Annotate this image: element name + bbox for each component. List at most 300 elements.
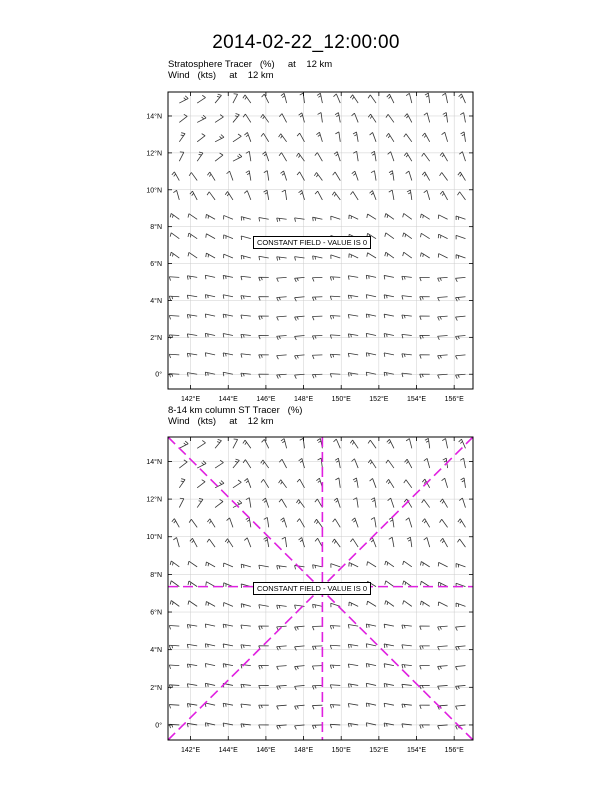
wind-barb: [348, 723, 358, 727]
wind-barb: [366, 624, 376, 628]
wind-barb: [279, 480, 287, 488]
wind-barb: [190, 538, 197, 547]
wind-barb: [402, 684, 412, 688]
wind-barb-feather: [388, 498, 391, 501]
wind-barb-shaft: [404, 601, 412, 607]
wind-barb-feather: [300, 540, 302, 542]
wind-barb-feather: [332, 539, 334, 542]
wind-barb: [330, 705, 340, 709]
wind-barb: [438, 666, 448, 670]
wind-barb-feather: [408, 540, 411, 541]
wind-barb: [179, 441, 188, 448]
wind-barb-feather: [219, 482, 221, 484]
y-tick-label: 2°N: [150, 334, 162, 342]
wind-barb-feather: [370, 462, 372, 464]
wind-barb-shaft: [428, 438, 429, 448]
wind-barb: [206, 562, 215, 567]
wind-barb-shaft: [295, 646, 305, 647]
wind-barb-feather: [384, 683, 385, 687]
wind-barb: [367, 562, 376, 567]
wind-barb-feather: [461, 478, 464, 480]
wind-barb-feather: [259, 626, 260, 630]
wind-barb-feather: [295, 627, 297, 631]
wind-barb: [313, 565, 323, 569]
wind-barb-feather: [404, 480, 406, 483]
wind-barb-feather: [366, 723, 367, 727]
wind-barb-shaft: [456, 564, 465, 567]
y-tick-label: 14°N: [146, 113, 162, 121]
wind-barb-feather: [223, 664, 224, 668]
wind-barb-feather: [259, 705, 260, 709]
wind-barb-shaft: [277, 685, 287, 686]
wind-barb-shaft: [247, 538, 251, 547]
wind-barb-shaft: [339, 478, 340, 488]
wind-barb: [172, 519, 179, 528]
wind-barb-shaft: [169, 626, 179, 627]
wind-barb-shaft: [241, 604, 251, 607]
wind-barb-feather: [259, 565, 260, 569]
wind-barb-feather: [366, 683, 367, 687]
wind-barb-feather: [403, 601, 404, 605]
wind-barb-feather: [297, 627, 298, 630]
wind-barb-shaft: [460, 539, 466, 547]
wind-barb-feather: [372, 500, 375, 502]
wind-barb-feather: [438, 726, 440, 730]
x-tick-label: 154°E: [406, 396, 427, 403]
wind-barb: [207, 519, 215, 528]
wind-barb: [264, 517, 269, 527]
wind-barb: [279, 499, 287, 508]
wind-barb-shaft: [464, 458, 466, 468]
wind-barb-feather: [385, 561, 386, 565]
wind-barb: [420, 646, 430, 650]
wind-barb-shaft: [205, 644, 215, 646]
wind-barb-shaft: [456, 666, 466, 667]
wind-barb-feather: [402, 684, 403, 688]
wind-barb-shaft: [353, 440, 359, 448]
wind-barb-feather: [315, 646, 316, 649]
wind-barb-shaft: [179, 480, 185, 488]
wind-barb-shaft: [372, 538, 376, 547]
wind-barb: [402, 724, 412, 728]
wind-barb-shaft: [241, 645, 251, 646]
wind-barb-feather: [314, 519, 316, 522]
wind-barb: [384, 703, 394, 707]
wind-barb: [407, 537, 412, 547]
wind-barb: [440, 538, 447, 547]
wind-barb: [331, 564, 340, 568]
wind-barb: [187, 625, 197, 629]
wind-barb-feather: [295, 605, 296, 609]
wind-barb-feather: [420, 705, 421, 709]
wind-barb-feather: [402, 724, 403, 728]
wind-barb-feather: [462, 480, 465, 481]
wind-barb: [406, 439, 412, 449]
wind-barb-feather: [440, 627, 441, 630]
wind-barb: [366, 683, 376, 687]
wind-barb-shaft: [407, 459, 412, 468]
wind-barb: [334, 498, 340, 508]
wind-barb-shaft: [187, 704, 197, 706]
wind-barb-feather: [295, 565, 296, 569]
wind-barb-feather: [424, 458, 427, 460]
wind-barb-feather: [297, 519, 300, 522]
wind-barb-shaft: [366, 644, 376, 646]
wind-barb: [403, 581, 412, 587]
wind-barb-shaft: [277, 646, 287, 647]
wind-barb-feather: [335, 458, 338, 460]
wind-barb-feather: [353, 478, 356, 480]
wind-barb-feather: [402, 645, 403, 649]
wind-barb-shaft: [334, 539, 340, 547]
wind-barb: [438, 602, 447, 606]
wind-barb: [350, 440, 358, 448]
wind-barb-feather: [181, 481, 184, 482]
wind-barb-feather: [330, 625, 331, 629]
wind-barb-shaft: [171, 601, 179, 607]
wind-barb-feather: [442, 501, 444, 503]
wind-barb: [187, 664, 197, 668]
wind-barb: [405, 459, 412, 468]
wind-barb-feather: [206, 562, 207, 566]
wind-barb-shaft: [317, 519, 323, 527]
wind-barb-feather: [243, 440, 245, 443]
wind-barb-feather: [190, 538, 193, 541]
wind-barb-feather: [440, 538, 443, 541]
wind-barb-shaft: [368, 562, 376, 567]
wind-barb-feather: [442, 541, 444, 543]
wind-barb: [350, 539, 358, 547]
wind-barb-feather: [279, 725, 280, 728]
wind-barb: [330, 645, 340, 649]
wind-barb-feather: [261, 479, 263, 482]
wind-barb-feather: [279, 480, 281, 483]
wind-barb-feather: [368, 440, 370, 443]
wind-barb: [389, 537, 394, 547]
wind-barb-shaft: [191, 519, 197, 527]
wind-barb: [312, 725, 322, 729]
wind-barb-feather: [388, 481, 390, 483]
wind-barb: [206, 601, 215, 606]
wind-barb-feather: [277, 666, 279, 670]
wind-barb-feather: [405, 459, 408, 462]
x-tick-label: 142°E: [181, 396, 201, 403]
wind-barb-shaft: [284, 439, 286, 449]
wind-barb-shaft: [348, 664, 358, 666]
wind-barb-feather: [420, 561, 421, 565]
wind-barb-shaft: [348, 684, 358, 686]
wind-barb: [315, 538, 322, 547]
wind-barb-feather: [173, 537, 176, 539]
wind-barb: [348, 704, 358, 708]
wind-barb-shaft: [406, 480, 412, 488]
wind-barb-shaft: [241, 625, 251, 626]
wind-barb-shaft: [456, 646, 466, 647]
y-tick-label: 14°N: [146, 458, 162, 466]
wind-barb-feather: [403, 581, 404, 585]
wind-barb-shaft: [192, 538, 197, 547]
wind-barb-feather: [443, 458, 447, 460]
wind-barb: [312, 646, 322, 650]
wind-barb-feather: [420, 666, 421, 670]
wind-barb: [459, 498, 465, 508]
y-tick-label: 12°N: [146, 150, 162, 158]
wind-barb-feather: [366, 624, 367, 628]
wind-barb-feather: [239, 500, 242, 503]
wind-barb-shaft: [384, 683, 394, 685]
wind-barb-shaft: [456, 705, 466, 706]
wind-barb-feather: [405, 582, 406, 585]
wind-barb-feather: [296, 499, 298, 502]
wind-barb-feather: [281, 518, 284, 520]
wind-barb: [388, 498, 394, 507]
x-tick-label: 150°E: [331, 747, 351, 754]
wind-barb: [241, 625, 251, 629]
wind-barb: [384, 624, 394, 628]
wind-barb: [402, 625, 412, 629]
wind-barb-feather: [244, 478, 247, 481]
wind-barb-feather: [221, 481, 224, 484]
wind-barb-feather: [330, 665, 331, 669]
wind-barb-feather: [330, 705, 331, 709]
wind-barb-feather: [220, 499, 223, 501]
wind-barb-feather: [384, 664, 385, 668]
wind-barb: [188, 561, 197, 567]
wind-barb-feather: [352, 459, 355, 462]
wind-barb-feather: [297, 479, 300, 482]
wind-barb-feather: [206, 582, 207, 586]
main-title: 2014-02-22_12:00:00: [212, 32, 400, 53]
wind-barb-shaft: [443, 499, 448, 508]
wind-barb: [385, 561, 394, 567]
wind-barb-feather: [169, 705, 170, 709]
wind-barb-feather: [440, 666, 441, 669]
wind-barb: [259, 605, 269, 609]
wind-barb-feather: [259, 725, 260, 729]
wind-barb: [262, 498, 268, 507]
wind-barb-shaft: [241, 684, 251, 685]
wind-barb-feather: [456, 726, 458, 730]
wind-barb-feather: [426, 441, 429, 442]
wind-barb-shaft: [330, 705, 340, 706]
wind-barb-shaft: [386, 561, 394, 567]
wind-barb: [241, 645, 251, 649]
wind-barb-feather: [206, 601, 207, 605]
wind-barb-shaft: [174, 519, 179, 528]
wind-barb-feather: [184, 443, 186, 445]
wind-barb-feather: [460, 458, 463, 460]
wind-barb-shaft: [388, 460, 394, 468]
wind-barb-shaft: [209, 539, 215, 547]
wind-barb: [335, 458, 340, 468]
wind-barb: [384, 644, 394, 648]
wind-barb-feather: [387, 563, 388, 566]
wind-barb-feather: [371, 540, 373, 542]
wind-barb: [385, 581, 394, 587]
wind-barb: [333, 439, 340, 448]
wind-barb: [243, 460, 251, 468]
wind-barb-feather: [189, 519, 191, 522]
wind-barb: [425, 438, 430, 448]
wind-barb: [386, 460, 394, 468]
wind-barb-feather: [316, 521, 318, 524]
wind-barb-feather: [259, 605, 260, 609]
wind-barb-shaft: [445, 478, 448, 488]
x-tick-label: 146°E: [256, 396, 276, 403]
wind-barb-feather: [384, 723, 385, 727]
wind-barb-shaft: [205, 624, 215, 626]
wind-barb-feather: [277, 726, 279, 730]
wind-barb-feather: [238, 480, 241, 482]
wind-barb-feather: [348, 644, 349, 648]
wind-barb-feather: [209, 521, 211, 523]
wind-barb-feather: [246, 481, 248, 483]
wind-barb-shaft: [366, 624, 376, 626]
wind-barb: [281, 518, 287, 528]
wind-barb: [348, 644, 358, 648]
wind-barb-feather: [299, 537, 302, 539]
wind-barb-feather: [259, 666, 260, 670]
wind-barb-shaft: [355, 518, 358, 527]
wind-barb: [277, 566, 287, 570]
wind-barb-feather: [438, 686, 440, 690]
wind-barb-shaft: [446, 438, 448, 448]
wind-barb: [259, 626, 269, 630]
wind-barb-feather: [225, 539, 227, 542]
wind-barb-shaft: [349, 563, 358, 567]
wind-barb: [259, 666, 269, 670]
wind-barb-feather: [187, 625, 188, 629]
wind-barb-feather: [199, 501, 202, 502]
wind-barb: [402, 704, 412, 708]
wind-barb-shaft: [384, 723, 394, 725]
wind-barb-feather: [205, 683, 206, 687]
x-tick-label: 154°E: [406, 747, 427, 754]
wind-barb: [403, 561, 412, 567]
wind-barb-feather: [370, 478, 373, 481]
top-subtitle-line1: Stratosphere Tracer (%) at 12 km: [168, 59, 333, 70]
wind-barb: [368, 460, 376, 468]
wind-barb: [312, 626, 322, 630]
wind-barb: [197, 440, 205, 448]
wind-barb-feather: [205, 624, 206, 628]
wind-barb-shaft: [402, 704, 412, 705]
wind-barb-feather: [169, 685, 170, 689]
wind-barb-feather: [371, 498, 374, 500]
wind-barb: [205, 644, 215, 648]
y-tick-label: 12°N: [146, 496, 162, 504]
wind-barb-shaft: [402, 665, 412, 666]
wind-barb-feather: [170, 581, 171, 585]
wind-barb: [261, 479, 269, 487]
wind-barb-shaft: [205, 723, 215, 725]
wind-barb-shaft: [456, 626, 466, 627]
wind-barb-shaft: [384, 664, 394, 666]
wind-barb-shaft: [284, 518, 287, 528]
wind-barb: [262, 439, 269, 448]
wind-barb-feather: [205, 644, 206, 648]
wind-barb-shaft: [277, 605, 287, 606]
wind-barb-shaft: [348, 704, 358, 706]
wind-barb-shaft: [421, 601, 429, 606]
wind-barb-feather: [218, 439, 222, 440]
wind-barb: [295, 685, 305, 689]
wind-barb: [179, 479, 185, 488]
wind-barb: [197, 461, 206, 468]
y-tick-label: 4°N: [150, 647, 162, 655]
wind-barb: [335, 478, 340, 488]
wind-barb: [169, 645, 179, 649]
wind-barb-feather: [387, 602, 388, 605]
wind-barb-shaft: [384, 624, 394, 626]
wind-barb: [456, 705, 466, 709]
wind-barb-feather: [456, 706, 458, 710]
wind-barb: [424, 537, 430, 547]
wind-barb: [348, 664, 358, 668]
wind-barb-feather: [187, 644, 188, 648]
wind-barb: [422, 519, 429, 528]
wind-barb-feather: [172, 602, 173, 605]
y-tick-label: 2°N: [150, 684, 162, 692]
wind-barb: [295, 725, 305, 729]
wind-barb-shaft: [197, 443, 205, 448]
wind-barb-feather: [422, 499, 424, 502]
wind-barb-feather: [315, 686, 316, 689]
wind-barb-feather: [336, 500, 338, 502]
wind-barb-shaft: [233, 439, 238, 448]
wind-barb-shaft: [277, 626, 287, 627]
wind-barb-shaft: [442, 519, 448, 527]
y-tick-label: 10°N: [146, 534, 162, 542]
wind-barb-shaft: [187, 644, 197, 646]
wind-barb-shaft: [295, 626, 305, 627]
wind-barb: [170, 601, 179, 607]
wind-barb-shaft: [392, 537, 394, 547]
y-tick-label: 6°N: [150, 609, 162, 617]
wind-barb: [317, 438, 322, 448]
wind-barb: [460, 458, 465, 468]
wind-barb-feather: [299, 458, 302, 460]
wind-barb-feather: [300, 438, 304, 440]
wind-barb-feather: [387, 439, 390, 442]
wind-barb-shaft: [349, 602, 358, 606]
wind-barb-shaft: [187, 625, 197, 627]
wind-barb-feather: [241, 704, 242, 708]
top-constant-field-label: CONSTANT FIELD - VALUE IS 0: [253, 236, 371, 249]
wind-barb-feather: [422, 725, 423, 728]
wind-barb-shaft: [404, 561, 412, 567]
wind-barb-feather: [457, 539, 459, 542]
wind-barb: [420, 705, 430, 709]
wind-barb: [420, 626, 430, 630]
wind-barb-feather: [312, 706, 314, 710]
x-tick-label: 148°E: [293, 747, 314, 754]
wind-barb: [295, 705, 305, 709]
wind-barb-feather: [366, 663, 367, 667]
wind-barb: [370, 478, 376, 487]
wind-barb-feather: [348, 704, 349, 708]
wind-barb-shaft: [402, 625, 412, 626]
wind-barb-feather: [279, 459, 282, 462]
wind-barb: [442, 438, 447, 448]
wind-barb-shaft: [438, 685, 448, 686]
wind-barb-feather: [223, 644, 224, 648]
wind-barb-feather: [188, 581, 189, 585]
wind-barb-feather: [264, 517, 267, 519]
wind-barb-feather: [295, 667, 297, 671]
wind-barb-feather: [172, 562, 173, 565]
wind-barb-feather: [420, 725, 421, 729]
